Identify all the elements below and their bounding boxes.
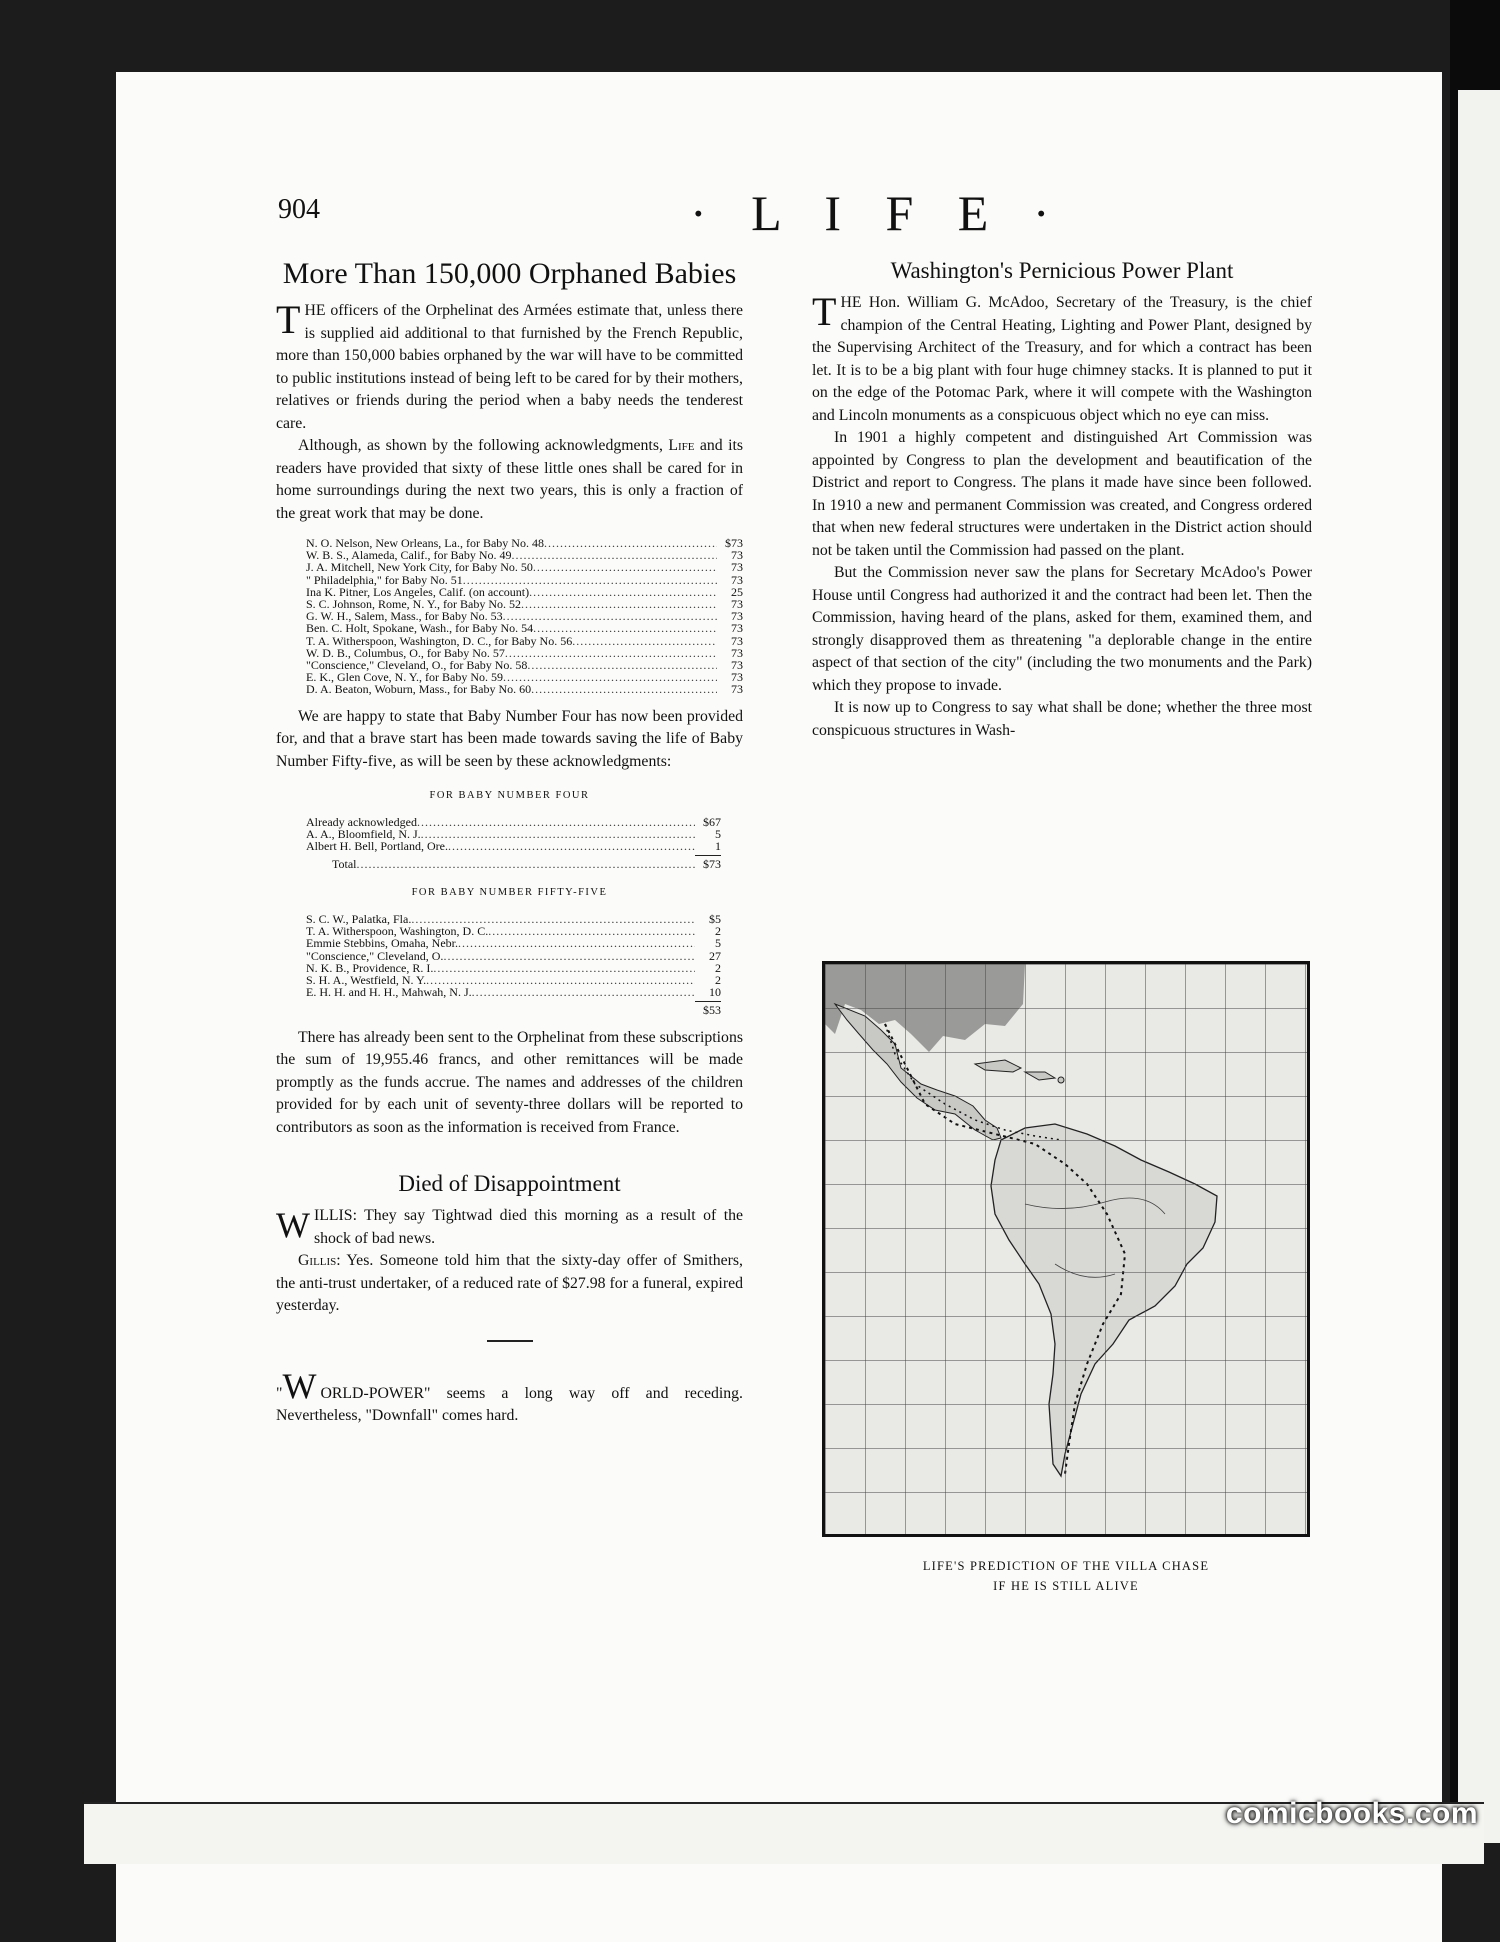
subhead-baby-fifty-five: FOR BABY NUMBER FIFTY-FIVE <box>411 887 608 899</box>
list-item <box>306 635 743 647</box>
subhead-baby-four: FOR BABY NUMBER FOUR <box>429 790 590 802</box>
list-item-amount: 2 <box>715 924 721 939</box>
list-item-amount: $5 <box>709 911 721 926</box>
left-column <box>276 256 743 1428</box>
drop-cap: W <box>282 1365 317 1406</box>
list-item-amount: 10 <box>709 985 721 1000</box>
villa-chase-map <box>822 961 1310 1537</box>
list-item-name: "Conscience," Cleveland, O. <box>306 948 444 963</box>
list-item-name: W. B. S., Alameda, Calif., for Baby No. 49 <box>306 548 512 563</box>
orphans-paragraph-3: We are happy to state that Baby Number Four has now been provided for, and that a brave start has been made towards saving the life of Baby Number Fifty-five, as will be seen by these acknowledgments: <box>276 707 743 770</box>
list-item <box>306 950 721 962</box>
list-item-name: Ben. C. Holt, Spokane, Wash., for Baby No. 54 <box>306 621 534 636</box>
world-power-text: ORLD-POWER" seems a long way off and receding. Nevertheless, "Downfall" comes hard. <box>276 1384 743 1425</box>
baby-fifty-five-total: $53 <box>703 1003 721 1018</box>
gillis-label: Gillis: <box>298 1252 341 1270</box>
open-quote: " <box>276 1384 283 1402</box>
list-item <box>306 683 743 695</box>
list-item-name: G. W. H., Salem, Mass., for Baby No. 53 <box>306 609 503 624</box>
watermark: comicbooks.com <box>1225 1797 1478 1830</box>
list-item-amount: $67 <box>703 814 721 829</box>
list-item-name: N. K. B., Providence, R. I. <box>306 960 434 975</box>
list-item-amount: 73 <box>731 597 743 612</box>
page-number: 904 <box>278 194 320 225</box>
list-item <box>306 561 743 573</box>
article-title-power-plant: Washington's Pernicious Power Plant <box>890 258 1234 283</box>
list-item-name: T. A. Witherspoon, Washington, D. C. <box>306 924 489 939</box>
gillis-line <box>276 1250 743 1318</box>
list-item <box>306 937 721 949</box>
total-amount: $73 <box>703 857 721 872</box>
willis-line <box>276 1205 743 1250</box>
list-item <box>306 840 721 852</box>
list-item-name: E. H. H. and H. H., Mahwah, N. J. <box>306 985 472 1000</box>
map-drawing <box>825 964 1307 1534</box>
list-item-amount: 73 <box>731 682 743 697</box>
list-item-name: Albert H. Bell, Portland, Ore. <box>306 839 448 854</box>
drop-cap: T <box>812 289 837 334</box>
list-item-amount: 73 <box>731 633 743 648</box>
list-item-amount: 73 <box>731 548 743 563</box>
donor-list <box>306 537 743 696</box>
list-item-name: Emmie Stebbins, Omaha, Nebr. <box>306 936 458 951</box>
orphans-paragraph-4: There has already been sent to the Orphelinat from these subscriptions the sum of 19,955.46 francs, and other remittances will be made promptly as the funds accrue. The names and addresses of the children provided for by each unit of seventy-three dollars will be reported to contributors as soon as the information is received from France. <box>276 1028 743 1136</box>
willis-text: They say Tightwad died this morning as a result of the shock of bad news. <box>313 1207 743 1247</box>
list-item-amount: 25 <box>731 584 743 599</box>
power-plant-paragraph-2: In 1901 a highly competent and distinguished Art Commission was appointed by Congress to plan the development and beautification of the District and report to Congress. The plans it made have since been followed. In 1910 a new and permanent Commission was created, and Congress ordered that when new federal structures were undertaken in the District action should not be taken until the Commission had passed on the plant. <box>812 429 1312 559</box>
baby-four-total <box>306 858 721 870</box>
list-item-amount: 1 <box>715 839 721 854</box>
orphans-paragraph-2 <box>276 435 743 525</box>
drop-cap: T <box>276 297 301 342</box>
p2-text-a: Although, as shown by the following acknowledgments, <box>298 437 663 454</box>
orphans-paragraph-1 <box>276 297 743 435</box>
world-power-joke <box>276 1365 743 1428</box>
list-item-amount: 5 <box>715 936 721 951</box>
article-title-died: Died of Disappointment <box>398 1171 621 1197</box>
list-item-name: D. A. Beaton, Woburn, Mass., for Baby No. 60 <box>306 682 532 697</box>
p2-text-b: and its readers have provided that sixty of these little ones shall be cared for in home surroundings during the next two years, this is only a fraction of the great work that may be done. <box>276 437 744 522</box>
power-plant-paragraph-1-text: HE Hon. William G. McAdoo, Secretary of the Treasury, is the chief champion of the Central Heating, Lighting and Power Plant, designed by the Supervising Architect of the Treasury, and for which a contract has been let. It is to be a big plant with four huge chimney stacks. It is planned to put it on the edge of the Potomac Park, where it will compete with the Washington and Lincoln monuments as a conspicuous object which no eye can miss. <box>812 294 1312 424</box>
list-item-name: A. A., Bloomfield, N. J. <box>306 826 421 841</box>
masthead: · L I F E · <box>690 185 1066 241</box>
list-item-amount: 27 <box>709 948 721 963</box>
list-item-name: E. K., Glen Cove, N. Y., for Baby No. 59 <box>306 670 503 685</box>
adjacent-page-strip <box>1450 0 1500 1843</box>
list-item-amount: 73 <box>731 645 743 660</box>
willis-label: ILLIS: <box>313 1207 357 1225</box>
power-plant-paragraph-3: But the Commission never saw the plans for Secretary McAdoo's Power House until Congress had authorized it and the contract had been let. Then the Commission, having heard of the plans, asked for them, examined them, and strongly disapproved them as threatening "a deplorable change in the entire aspect of that section of the city" (including the two monuments and the Park) which they propose to invade. <box>812 564 1312 694</box>
baby-four-list <box>306 816 721 871</box>
list-item <box>306 816 721 828</box>
gillis-text: Yes. Someone told him that the sixty-day offer of Smithers, the anti-trust undertaker, of a reduced rate of $27.98 for a funeral, expired yesterday. <box>276 1252 743 1315</box>
power-plant-paragraph-1 <box>812 289 1312 427</box>
list-item <box>306 574 743 586</box>
list-item-amount: 73 <box>731 560 743 575</box>
right-column <box>812 256 1312 742</box>
list-item-amount: $73 <box>725 536 743 550</box>
list-item <box>306 986 721 998</box>
list-item-name: "Conscience," Cleveland, O., for Baby No. 58 <box>306 658 528 673</box>
list-item-amount: 73 <box>731 670 743 685</box>
drop-cap: W <box>276 1205 310 1246</box>
list-item-amount: 73 <box>731 572 743 587</box>
list-item <box>306 622 743 634</box>
list-item-name: S. C. W., Palatka, Fla. <box>306 911 412 926</box>
list-item-name: S. H. A., Westfield, N. Y. <box>306 972 427 987</box>
map-caption <box>822 1556 1310 1596</box>
list-item-amount: 73 <box>731 621 743 636</box>
sum-rule <box>695 855 721 856</box>
baby-fifty-five-list <box>306 913 721 1017</box>
list-item-name: N. O. Nelson, New Orleans, La., for Baby No. 48 <box>306 536 544 550</box>
sum-rule <box>695 1001 721 1002</box>
map-caption-line-2: IF HE IS STILL ALIVE <box>993 1579 1139 1593</box>
map-caption-line-1: LIFE'S PREDICTION OF THE VILLA CHASE <box>922 1559 1210 1573</box>
list-item-name: S. C. Johnson, Rome, N. Y., for Baby No. 52 <box>306 597 522 612</box>
list-item-amount: 73 <box>731 658 743 673</box>
p2-life: Life <box>668 437 695 454</box>
list-item-name: T. A. Witherspoon, Washington, D. C., for Baby No. 56 <box>306 633 573 648</box>
list-item-name: Already acknowledged <box>306 814 417 829</box>
list-item-name: " Philadelphia," for Baby No. 51 <box>306 572 463 587</box>
section-divider <box>487 1340 533 1342</box>
list-item-amount: 73 <box>731 609 743 624</box>
list-item-name: Ina K. Pitner, Los Angeles, Calif. (on account) <box>306 584 530 599</box>
list-item-amount: 2 <box>715 972 721 987</box>
power-plant-paragraph-4: It is now up to Congress to say what shall be done; whether the three most conspicuous structures in Wash- <box>812 699 1312 739</box>
article-title-orphans: More Than 150,000 Orphaned Babies <box>282 257 737 290</box>
orphans-paragraph-1-text: HE officers of the Orphelinat des Armées estimate that, unless there is supplied aid additional to that furnished by the French Republic, more than 150,000 babies orphaned by the war will have to be committed to public institutions instead of being left to be cared for by their mothers, relatives or friends during the period when a baby needs the tenderest care. <box>276 302 743 432</box>
list-item-amount: 5 <box>715 826 721 841</box>
total-label: Total <box>332 857 357 872</box>
list-item-amount: 2 <box>715 960 721 975</box>
list-item-name: J. A. Mitchell, New York City, for Baby No. 50 <box>306 560 533 575</box>
list-item-name: W. D. B., Columbus, O., for Baby No. 57 <box>306 645 505 660</box>
